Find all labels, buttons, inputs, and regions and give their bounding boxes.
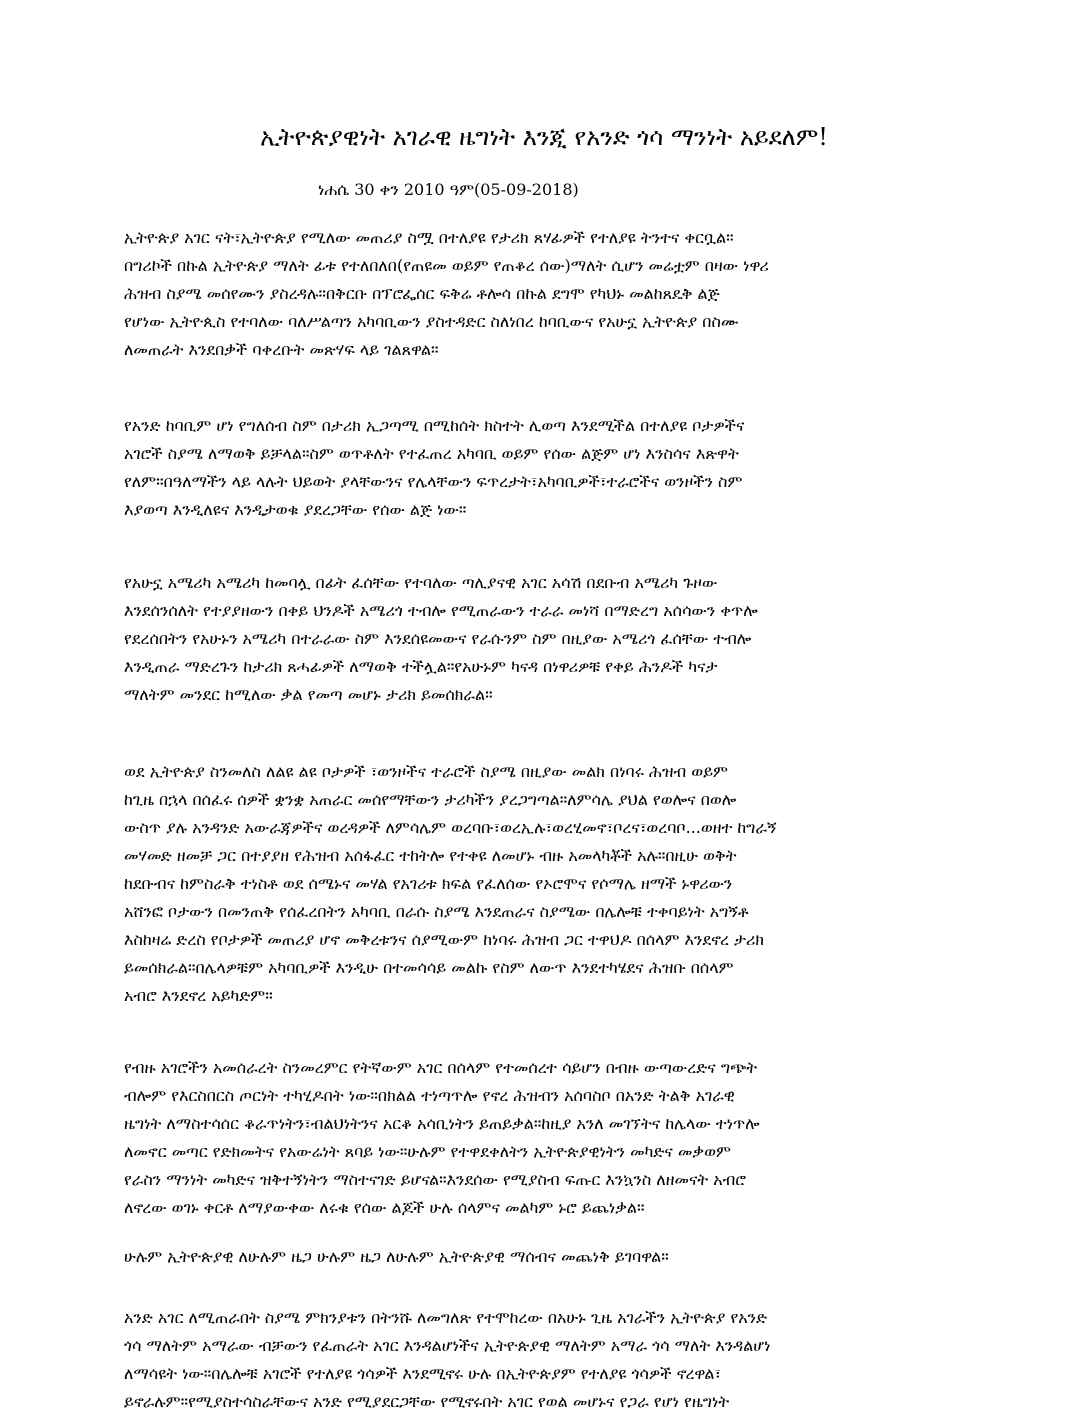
text-line: ይመሰክራል።በሌላዎቹም አካባቢዎች እንዲሁ በተመሳሳይ መልኩ የስም ለውጥ እንደተካሄደና ሕዝቡ በሰላም [124,958,734,977]
text-line: ኢትዮጵያ አገር ናት፣ኢትዮጵያ የሚለው መጠሪያ ስሟ በተለያዩ የታሪክ ጸሃፊዎች የተለያዩ ትንተና ቀርቧል። [124,228,734,247]
text-line: እንዲጠራ ማድረጉን ከታሪክ ጸሓፊዎች ለማወቅ ተችሏል።የአሁኑም ካናዳ በነዋሪዎቹ የቀይ ሕንዶች ካናታ [124,657,718,676]
text-line: እንደሰንሰለት የተያያዘውን በቀይ ህንዶች አሜሪጎ ተብሎ የሚጠራውን ተራራ መነሻ በማድረግ አሰሳውን ቀጥሎ [124,601,758,620]
document-title: ኢትዮጵያዊነት አገራዊ ዜግነት እንጂ የአንድ ጎሳ ማንነት አይደለም! [260,123,828,151]
text-line: ጎሳ ማለትም አማራው ብቻውን የፈጠራት አገር እንዳልሆነችና ኢትዮጵያዊ ማለትም አማራ ጎሳ ማለት እንዳልሆነ [124,1336,771,1355]
text-line: የአንድ ከባቢም ሆነ የግለሰብ ስም በታሪክ ኢጋጣሚ በሚከሰት ክስተት ሊወጣ እንደሚችል በተለያዩ ቦታዎችና [124,416,745,435]
paragraph-6 [124,1243,994,1271]
paragraph-1 [124,224,994,364]
paragraph-7 [124,1304,994,1416]
text-line: የደረሰበትን የአሁኑን አሜሪካ በተራራው ስም እንደሰዩመውና የራሱንም ስም በዚያው አሜሪጎ ፈሰቸው ተብሎ [124,629,752,648]
text-line: ይኖራሉም።የሚያስተሳስራቸውና አንድ የሚያደርጋቸው የሚኖሩበት አገር የወል መሆኑና የጋራ የሆነ የዜግነት [124,1392,730,1411]
text-line: መሃመድ ዘመቻ ጋር በተያያዘ የሕዝብ አሰፋፈር ተከትሎ የተቀዩ ለመሆኑ ብዙ አመላካቾች አሉ።በዚሁ ወቅት [124,846,737,865]
text-line: የሆነው ኢትዮጲስ የተባለው ባለሥልጣን አካባቢውን ያስተዳድር ስለነበረ ከባቢውና የአሁኗ ኢትዮጵያ በስሙ [124,312,739,331]
document-date: ነሐሴ 30 ቀን 2010 ዓም(05-09-2018) [318,180,579,199]
text-line: አንድ አገር ለሚጠራበት ስያሜ ምክንያቱን በትንሹ ለመግለጽ የተሞከረው በአሁኑ ጊዜ አገራችን ኢትዮጵያ የአንድ [124,1308,768,1327]
text-line: የለም።በዓለማችን ላይ ላሉት ህይወት ያላቸውንና የሌላቸውን ፍጥረታት፣አካባቢዎች፣ተራሮችና ወንዞችን ስም [124,472,743,491]
text-line: ለመኖር መጣር የድክመትና የአውሬነት ጸባይ ነው።ሁሉም የተዋደቀለትን ኢትዮጵያዊነትን መካድና መቃወም [124,1142,731,1161]
text-line: አገሮች ስያሜ ለማወቅ ይቻላል።ስም ወጥቶለት የተፈጠረ አካባቢ ወይም የሰው ልጅም ሆነ እንስሳና እጽዋት [124,444,739,463]
text-line: አሸንፎ ቦታውን በመንጠቅ የሰፈረበትን አካባቢ በራሱ ስያሜ እንደጠራና ስያሜው በሌሎቹ ተቀባይነት አግኝቶ [124,902,749,921]
text-line: የአሁኗ አሜሪካ አሜሪካ ከመባሏ በፊት ፈሰቸው የተባለው ጣሊያናዊ አገር አሳሽ በደቡብ አሜሪካ ጉዞው [124,573,718,592]
text-line: ለማሳዩት ነው።በሌሎቹ አገሮች የተለያዩ ጎሳዎች እንደሚኖሩ ሁሉ በኢትዮጵያም የተለያዩ ጎሳዎች ኖረዋል፣ [124,1364,722,1383]
text-line: ሁሉም ኢትዮጵያዊ ለሁሉም ዜጋ ሁሉም ዜጋ ለሁሉም ኢትዮጵያዊ ማሰብና መጨነቅ ይገባዋል። [124,1247,669,1266]
text-line: ለመጠራት እንደበቃች ባቀረቡት መጽሃፍ ላይ ገልጸዋል። [124,340,439,359]
text-line: ማለትም መንደር ከሚለው ቃል የመጣ መሆኑ ታሪክ ይመሰክራል። [124,685,493,704]
text-line: የብዙ አገሮችን አመሰራረት ስንመረምር የትኛውም አገር በሰላም የተመሰረተ ሳይሆን በብዙ ውጣውረድና ግጭት [124,1058,758,1077]
text-line: እያወጣ እንዲለዩና እንዲታወቁ ያደረጋቸው የሰው ልጅ ነው። [124,500,467,519]
paragraph-2 [124,412,994,524]
text-line: ከደቡብና ከምስራቅ ተነስቶ ወደ ሰሜኑና መሃል የአገሪቱ ክፍል የፈለሰው የኦሮሞና የሶማሌ ዘማች ኑዋሪውን [124,874,733,893]
text-line: ብሎም የእርስበርስ ጦርነት ተካሂዶበት ነው።በክልል ተነጣጥሎ የኖረ ሕዝብን አሰባስቦ በአንድ ትልቅ አገራዊ [124,1086,735,1105]
text-line: ውስጥ ያሉ አንዳንድ አውራጃዎችና ወረዳዎች ለምሳሌም ወረባቡ፣ወረኢሉ፣ወረሂመኖ፣ቦረና፣ወረባቦ...ወዘተ ከግራኝ [124,818,777,837]
paragraph-3 [124,569,994,709]
text-line: ከጊዜ በኋላ በሰፈሩ ሰዎች ቋንቋ አጠራር መሰየማቸውን ታሪካችን ያረጋግጣል።ለምሳሌ ያህል የወሎና በወሎ [124,790,737,809]
text-line: ወደ ኢትዮጵያ ስንመለስ ለልዩ ልዩ ቦታዎች ፣ወንዞችና ተራሮች ስያሜ በዚያው መልክ በነባሩ ሕዝብ ወይም [124,762,728,781]
text-line: ለኖረው ወገኑ ቀርቶ ለማያውቀው ለሩቁ የሰው ልጆች ሁሉ ሰላምና መልካም ኑሮ ይጨነቃል። [124,1198,645,1217]
text-line: አብሮ እንደኖረ አይካድም። [124,986,273,1005]
text-line: የራስን ማንነት መካድና ዝቅተኝነትን ማስተናገድ ይሆናል።እንደሰው የሚያስብ ፍጡር እንኳንስ ለዘመናት አብሮ [124,1170,746,1189]
text-line: በግሪኮች በኩል ኢትዮጵያ ማለት ፊቱ የተለበለበ(የጠዩመ ወይም የጠቆረ ሰው)ማለት ሲሆን መሬቷም በዛው ነዋሪ [124,256,769,275]
paragraph-4 [124,758,994,1010]
text-line: ዜግነት ለማስተሳሰር ቆራጥነትን፣ብልህነትንና አርቆ አሳቢነትን ይጠይቃል።ከዚያ አንለ መገኘትና ከሌላው ተነጥሎ [124,1114,760,1133]
paragraph-5 [124,1054,994,1222]
text-line: እስከዛሬ ድረስ የቦታዎች መጠሪያ ሆኖ መቅረቱንና ሰያሚውም ከነባሩ ሕዝብ ጋር ተዋህዶ በሰላም እንደኖረ ታሪክ [124,930,765,949]
text-line: ሕዝብ ስያሜ መሰየሙን ያስረዳሉ።በቅርቡ በፕሮፌሰር ፍቅሬ ቶሎሳ በኩል ደግሞ የካህኑ መልከጸዴቅ ልጅ [124,284,720,303]
